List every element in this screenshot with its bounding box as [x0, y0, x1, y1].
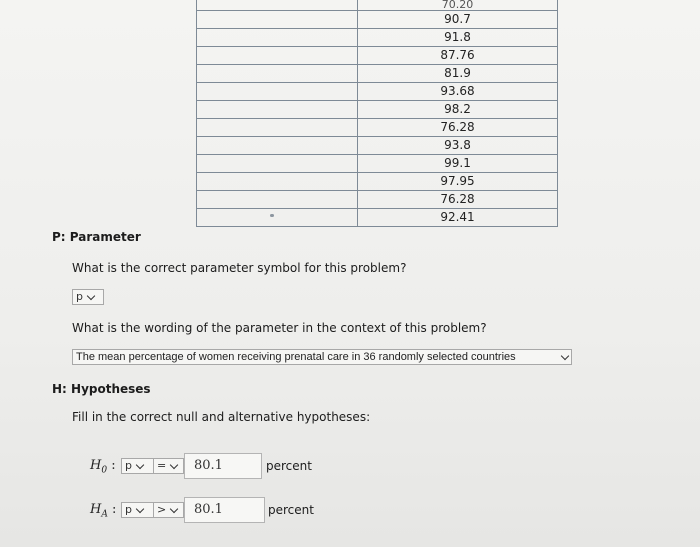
chevron-down-icon: [87, 291, 95, 299]
table-cell-value: 90.7: [358, 11, 558, 29]
table-cell-value: 93.68: [358, 83, 558, 101]
alt-value-input[interactable]: 80.1: [184, 497, 265, 523]
data-table: [196, 0, 558, 227]
table-cell-blank: [197, 11, 358, 29]
alt-hypothesis-label: [90, 502, 116, 520]
table-cell-value: 97.95: [358, 173, 558, 191]
table-cell-blank: [197, 137, 358, 155]
table-cell-blank: [197, 155, 358, 173]
chevron-down-icon: [136, 504, 144, 512]
null-hypothesis-colon: :: [111, 458, 116, 473]
table-cell-value: 76.28: [358, 191, 558, 209]
table-row: [197, 137, 558, 155]
table-cell-value: 92.41: [358, 209, 558, 227]
table-cell-value: 81.9: [358, 65, 558, 83]
table-row: [197, 83, 558, 101]
null-hypothesis-symbol: H: [90, 458, 102, 473]
alt-operator-select[interactable]: [153, 502, 184, 518]
table-row: [197, 173, 558, 191]
parameter-symbol-question: What is the correct parameter symbol for this problem?: [72, 261, 407, 275]
table-row: [197, 191, 558, 209]
select-value: The mean percentage of women receiving prenatal care in 36 randomly selected countries: [76, 351, 516, 363]
null-hypothesis-subscript: 0: [101, 465, 108, 476]
table-cell-value: 99.1: [358, 155, 558, 173]
table-row: [197, 11, 558, 29]
table-cell-value: 98.2: [358, 101, 558, 119]
table-row: [197, 65, 558, 83]
chevron-down-icon: [136, 460, 144, 468]
null-operator-select[interactable]: [153, 458, 184, 474]
table-cell-value: 76.28: [358, 119, 558, 137]
table-cell-blank: [197, 191, 358, 209]
table-cell-value: 93.8: [358, 137, 558, 155]
select-value: p: [76, 290, 83, 303]
table-cell-blank: [197, 173, 358, 191]
alt-param-select[interactable]: [121, 502, 154, 518]
select-value: p: [125, 459, 132, 472]
parameter-wording-select[interactable]: [72, 349, 572, 365]
table-row: [197, 155, 558, 173]
null-unit-label: percent: [266, 459, 312, 473]
table-cell-blank: [197, 47, 358, 65]
table-row: [197, 209, 558, 227]
hypotheses-heading: H: Hypotheses: [52, 382, 151, 396]
parameter-heading: P: Parameter: [52, 230, 141, 244]
table-cell-blank: [197, 101, 358, 119]
alt-hypothesis-symbol: H: [90, 502, 102, 517]
hypotheses-instruction: Fill in the correct null and alternative hypotheses:: [72, 410, 371, 424]
chevron-down-icon: [561, 351, 569, 359]
alt-hypothesis-colon: :: [111, 502, 117, 517]
table-cell-value: 87.76: [358, 47, 558, 65]
select-value: >: [157, 503, 167, 516]
select-value: =: [157, 459, 167, 472]
table-row: [197, 119, 558, 137]
null-value-input[interactable]: 80.1: [184, 453, 262, 479]
table-cell-blank: [197, 209, 358, 227]
table-row: [197, 101, 558, 119]
alt-hypothesis-subscript: A: [101, 509, 108, 520]
table-mark: [270, 214, 274, 217]
table-row: [197, 29, 558, 47]
table-cell-blank: [197, 0, 358, 11]
select-value: p: [125, 503, 132, 516]
table-cell-value: 91.8: [358, 29, 558, 47]
chevron-down-icon: [170, 504, 178, 512]
table-row: [197, 47, 558, 65]
table-cell-blank: [197, 83, 358, 101]
null-param-select[interactable]: [121, 458, 154, 474]
parameter-wording-question: What is the wording of the parameter in the context of this problem?: [72, 321, 487, 335]
chevron-down-icon: [170, 460, 178, 468]
table-cell-blank: [197, 65, 358, 83]
table-cell-blank: [197, 119, 358, 137]
table-cell-blank: [197, 29, 358, 47]
table-row: [197, 0, 558, 11]
table-cell-value: 70.20: [358, 0, 558, 11]
alt-unit-label: percent: [268, 503, 314, 517]
parameter-symbol-select[interactable]: [72, 289, 104, 305]
null-hypothesis-label: [90, 458, 116, 476]
